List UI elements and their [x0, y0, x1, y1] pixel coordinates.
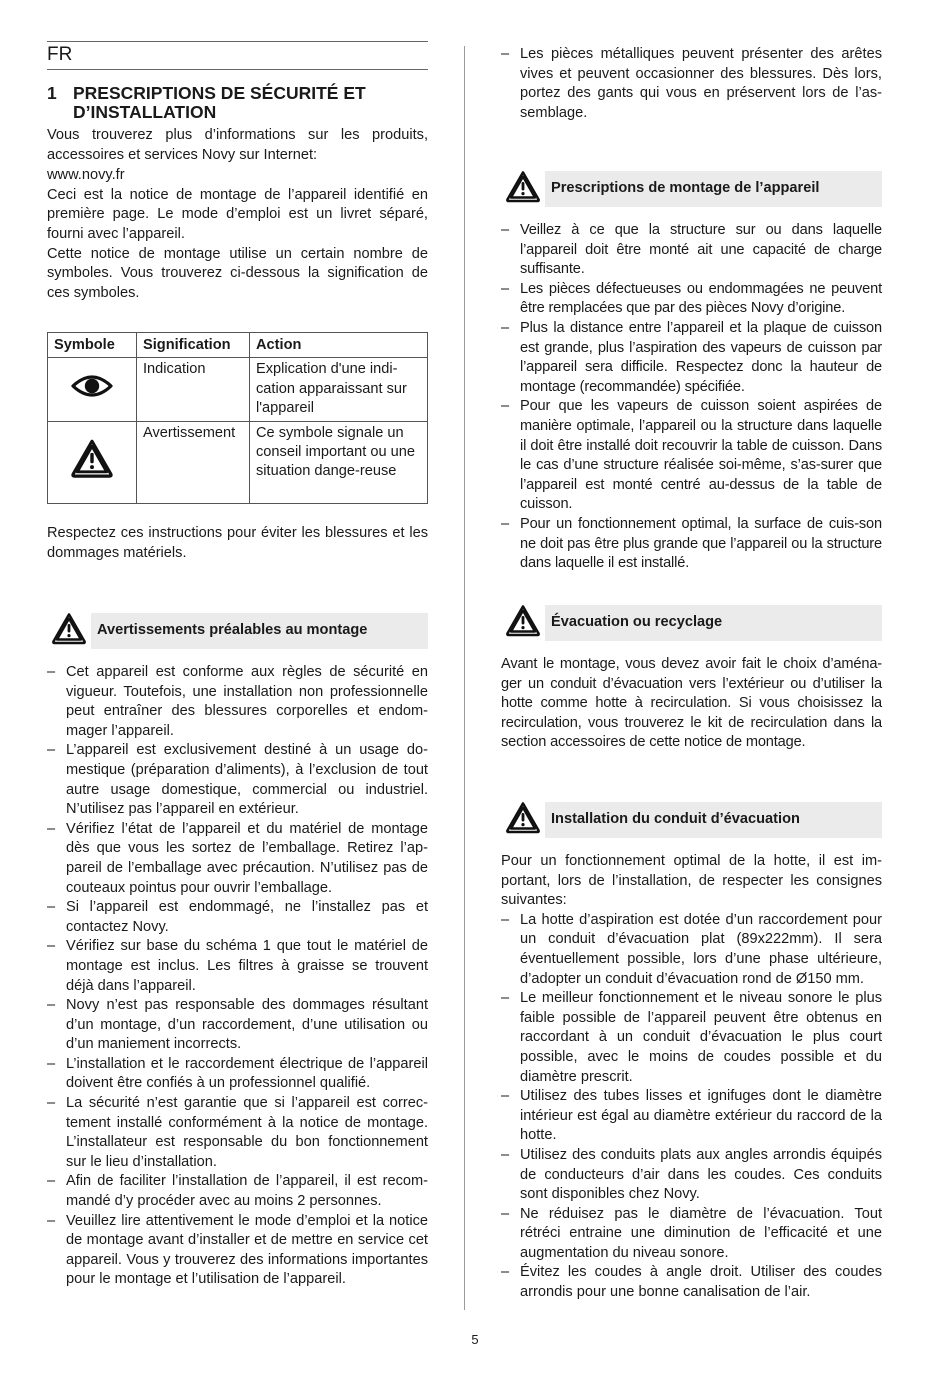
intro-paragraph: Cette notice de montage utilise un certain nombre de symboles. Vous trouverez ci-dessous la signification de ces symboles. — [47, 245, 428, 301]
warning-triangle-icon — [505, 603, 541, 639]
list-item: – Les pièces défectueuses ou endommagées ne peuvent être remplacées que par des pièces Novy d’origine. — [501, 280, 882, 319]
duct-install-block — [501, 852, 882, 1303]
section-header-duct-install — [501, 802, 882, 838]
symbol-cell — [48, 358, 137, 421]
evacuation-text-block — [501, 655, 882, 753]
pre-warnings-list-block — [47, 663, 428, 1290]
intro-paragraph: Vous trouverez plus d’informations sur les produits, accessoires et services Novy sur Internet: — [47, 127, 428, 163]
warning-triangle-icon — [70, 437, 114, 481]
table-cell: Avertissement — [137, 421, 250, 503]
pre-warnings-list — [47, 663, 428, 1290]
warning-triangle-icon — [505, 169, 541, 205]
list-item: – Évitez les coudes à angle droit. Utiliser des coudes arrondis pour une bonne canalisation de l’air. — [501, 1263, 882, 1302]
list-item: – Vérifiez sur base du schéma 1 que tout le matériel de montage est inclus. Les filtres à graisse se trouvent déjà dans l’appareil. — [47, 937, 428, 996]
list-item: – Les pièces métalliques peuvent présenter des arêtes vives et peuvent occasionner des blessures. Dès lors, portez des gants qui vous en préservent lors de l’as-semblage. — [501, 45, 882, 123]
metal-parts-block — [501, 45, 882, 123]
symbol-table — [47, 332, 428, 504]
table-cell: Indication — [137, 358, 250, 421]
list-item: – Novy n’est pas responsable des dommages résultant d’un montage, d’un raccordement, d’une utilisation ou d’un maniement incorrects. — [47, 996, 428, 1055]
warning-triangle-icon — [51, 611, 87, 647]
respect-note-block — [47, 524, 428, 563]
section-header-label: Installation du conduit d’évacuation — [551, 811, 800, 827]
section-header-evacuation — [501, 605, 882, 641]
section-header-label: Avertissements préalables au montage — [97, 622, 368, 638]
list-item: – Pour un fonctionnement optimal, la surface de cuis-son ne doit pas être plus grande que l’appareil ou la structure dans laquelle il est installé. — [501, 515, 882, 574]
intro-paragraph: Ceci est la notice de montage de l’appareil identifié en première page. Le mode d’emploi est un livret séparé, fourni avec l’appareil. — [47, 186, 428, 242]
table-header-cell: Signification — [137, 333, 250, 358]
section-header-label: Évacuation ou recyclage — [551, 614, 723, 630]
list-item: – Cet appareil est conforme aux règles de sécurité en vigueur. Toutefois, une installation non professionnelle peut entraîner des blessures corporelles et endom-mager l’appareil. — [47, 663, 428, 741]
list-item: – Utilisez des tubes lisses et ignifuges dont le diamètre intérieur est égal au diamètre extérieur du raccord de la hotte. — [501, 1087, 882, 1146]
column-divider — [464, 46, 465, 1310]
section-header-pre-warnings — [47, 613, 428, 649]
list-item: – Afin de faciliter l’installation de l’appareil, il est recom-mandé d’y procéder avec au moins 2 personnes. — [47, 1172, 428, 1211]
website-link[interactable]: www.novy.fr — [47, 167, 125, 184]
table-header-cell: Symbole — [48, 333, 137, 358]
list-item: – Veillez à ce que la structure sur ou dans laquelle l’appareil doit être monté ait une capacité de charge suffisante. — [501, 221, 882, 280]
table-cell: Ce symbole signale un conseil important ou une situation dange-reuse — [250, 421, 428, 503]
list-item: – Utilisez des conduits plats aux angles arrondis équipés de conducteurs d’air dans les coudes. Ces conduits sont disponibles chez Novy. — [501, 1146, 882, 1205]
evacuation-text: Avant le montage, vous devez avoir fait le choix d’aména-ger un conduit d’évacuation vers l’extérieur ou d’utiliser la hotte comme hotte à recirculation. Si vous choisissez la recirculation, vous trouverez le kit de recirculation dans la section accessoires de cette notice de montage. — [501, 656, 882, 751]
section-header-mounting-rules — [501, 171, 882, 207]
table-row — [48, 358, 428, 421]
intro-block — [47, 126, 428, 303]
list-item: – Vérifiez l’état de l’appareil et du matériel de montage dès que vous les sortez de l’emballage. Retirez l’ap-pareil de l’emballage avec précaution. N’utilisez pas de couteaux pointus pour ouvrir l’emballage. — [47, 820, 428, 898]
duct-install-intro: Pour un fonctionnement optimal de la hotte, il est im-portant, lors de l’installation, de respecter les consignes suivantes: — [501, 853, 882, 909]
page-number: 5 — [471, 1332, 479, 1347]
duct-install-list — [501, 911, 882, 1303]
mounting-rules-list-block — [501, 221, 882, 574]
list-item: – Plus la distance entre l’appareil et la plaque de cuisson est grande, plus l’aspiration des vapeurs de cuisson par l’appareil sera difficile. Respectez donc la hauteur de montage (recommandée) spécifiée. — [501, 319, 882, 397]
table-cell: Explication d'une indi-cation apparaissant sur l'appareil — [250, 358, 428, 421]
warning-triangle-icon — [505, 800, 541, 836]
language-code: FR — [47, 44, 73, 65]
table-header-row — [48, 333, 428, 358]
list-item: – L’installation et le raccordement électrique de l’appareil doivent être confiés à un professionnel qualifié. — [47, 1055, 428, 1094]
table-header-cell: Action — [250, 333, 428, 358]
symbol-cell — [48, 421, 137, 503]
list-item: – L’appareil est exclusivement destiné à un usage do-mestique (préparation d’aliments), à l’exclusion de tout autre usage domestique, commercial ou industriel. N’utilisez pas l’appareil en extérieur. — [47, 741, 428, 819]
respect-note: Respectez ces instructions pour éviter les blessures et les dommages matériels. — [47, 525, 428, 561]
list-item: – La sécurité n’est garantie que si l’appareil est correc-tement installé conformément à la notice de montage. L’installateur est responsable du bon fonctionnement sur le lieu d’installation. — [47, 1094, 428, 1172]
header-rule-top — [47, 41, 428, 42]
eye-icon — [70, 371, 114, 401]
section-title: PRESCRIPTIONS DE SÉCURITÉ ET D’INSTALLATION — [73, 83, 366, 122]
section-header-label: Prescriptions de montage de l’appareil — [551, 180, 820, 196]
list-item: – Veuillez lire attentivement le mode d’emploi et la notice de montage avant d’installer et de mettre en service cet appareil. Vous y trouverez des informations importantes pour le montage et l’utilisation de l’appareil. — [47, 1212, 428, 1290]
metal-parts-list — [501, 45, 882, 123]
table-row — [48, 421, 428, 503]
list-item: – Ne réduisez pas le diamètre de l’évacuation. Tout rétréci entraine une diminution de l’efficacité et une augmentation du niveau sonore. — [501, 1205, 882, 1264]
list-item: – Si l’appareil est endommagé, ne l’installez pas et contactez Novy. — [47, 898, 428, 937]
list-item: – Pour que les vapeurs de cuisson soient aspirées de manière optimale, l’appareil ou la structure dans laquelle il doit être installé doit recouvrir la table de cuisson. Dans le cas d’une structure réalisée soi-même, s’as-surer que l’appareil est monté centré au-dessus de la table de cuisson. — [501, 397, 882, 515]
header-rule-bottom — [47, 69, 428, 70]
list-item: – La hotte d’aspiration est dotée d’un raccordement pour un conduit d’évacuation plat (89x222mm). Il sera éventuellement possible, lors d’une phase ultérieure, d’adopter un conduit d’évacuation rond de Ø150 mm. — [501, 911, 882, 989]
mounting-rules-list — [501, 221, 882, 574]
section-number: 1 — [47, 83, 57, 103]
list-item: – Le meilleur fonctionnement et le niveau sonore le plus faible possible de l’appareil peuvent être obtenus en raccordant à un conduit d’évacuation le plus court possible, avec le moins de coudes possible et du diamètre prescrit. — [501, 989, 882, 1087]
